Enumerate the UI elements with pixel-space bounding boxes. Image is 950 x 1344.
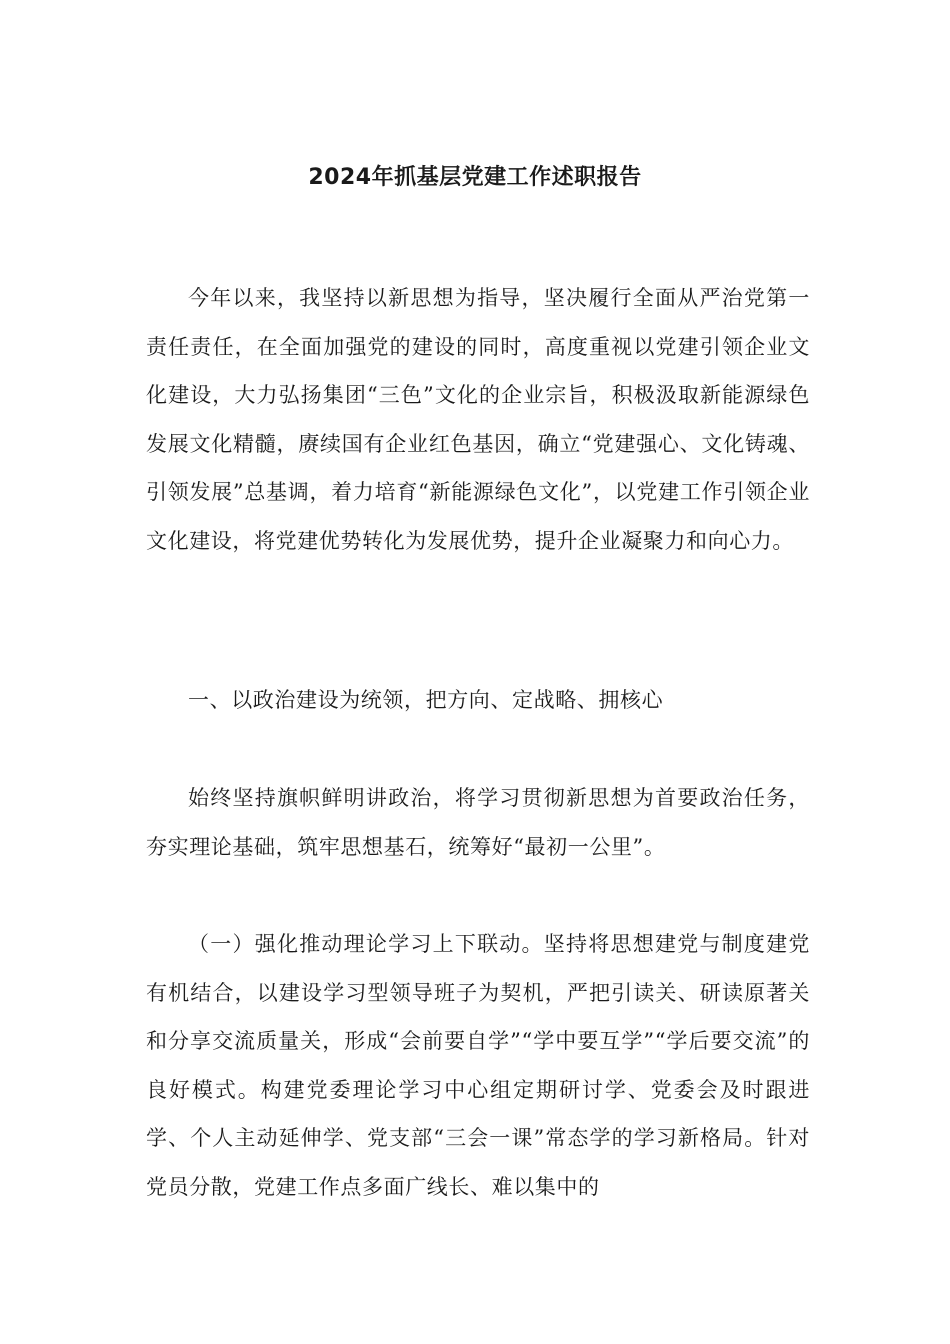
paragraph-section-1-intro: 始终坚持旗帜鲜明讲政治，将学习贯彻新思想为首要政治任务，夯实理论基础，筑牢思想基石，统筹好“最初一公里”。: [146, 786, 810, 859]
section-heading-1: 一、以政治建设为统领，把方向、定战略、拥核心: [188, 688, 664, 712]
paragraph-intro: 今年以来，我坚持以新思想为指导，坚决履行全面从严治党第一责任责任，在全面加强党的建设的同时，高度重视以党建引领企业文化建设，大力弘扬集团“三色”文化的企业宗旨，积极汲取新能源绿色发展文化精髓，赓续国有企业红色基因，确立“党建强心、文化铸魂、引领发展”总基调，着力培育“新能源绿色文化”，以党建工作引领企业文化建设，将党建优势转化为发展优势，提升企业凝聚力和向心力。: [146, 286, 810, 553]
document-title: 2024年抓基层党建工作述职报告: [308, 165, 642, 190]
paragraph-subsection-1: （一）强化推动理论学习上下联动。坚持将思想建党与制度建党有机结合，以建设学习型领导班子为契机，严把引读关、研读原著关和分享交流质量关，形成“会前要自学”“学中要互学”“学后要交流”的良好模式。构建党委理论学习中心组定期研讨学、党委会及时跟进学、个人主动延伸学、党支部“三会一课”常态学的学习新格局。针对党员分散，党建工作点多面广线长、难以集中的: [146, 932, 810, 1199]
